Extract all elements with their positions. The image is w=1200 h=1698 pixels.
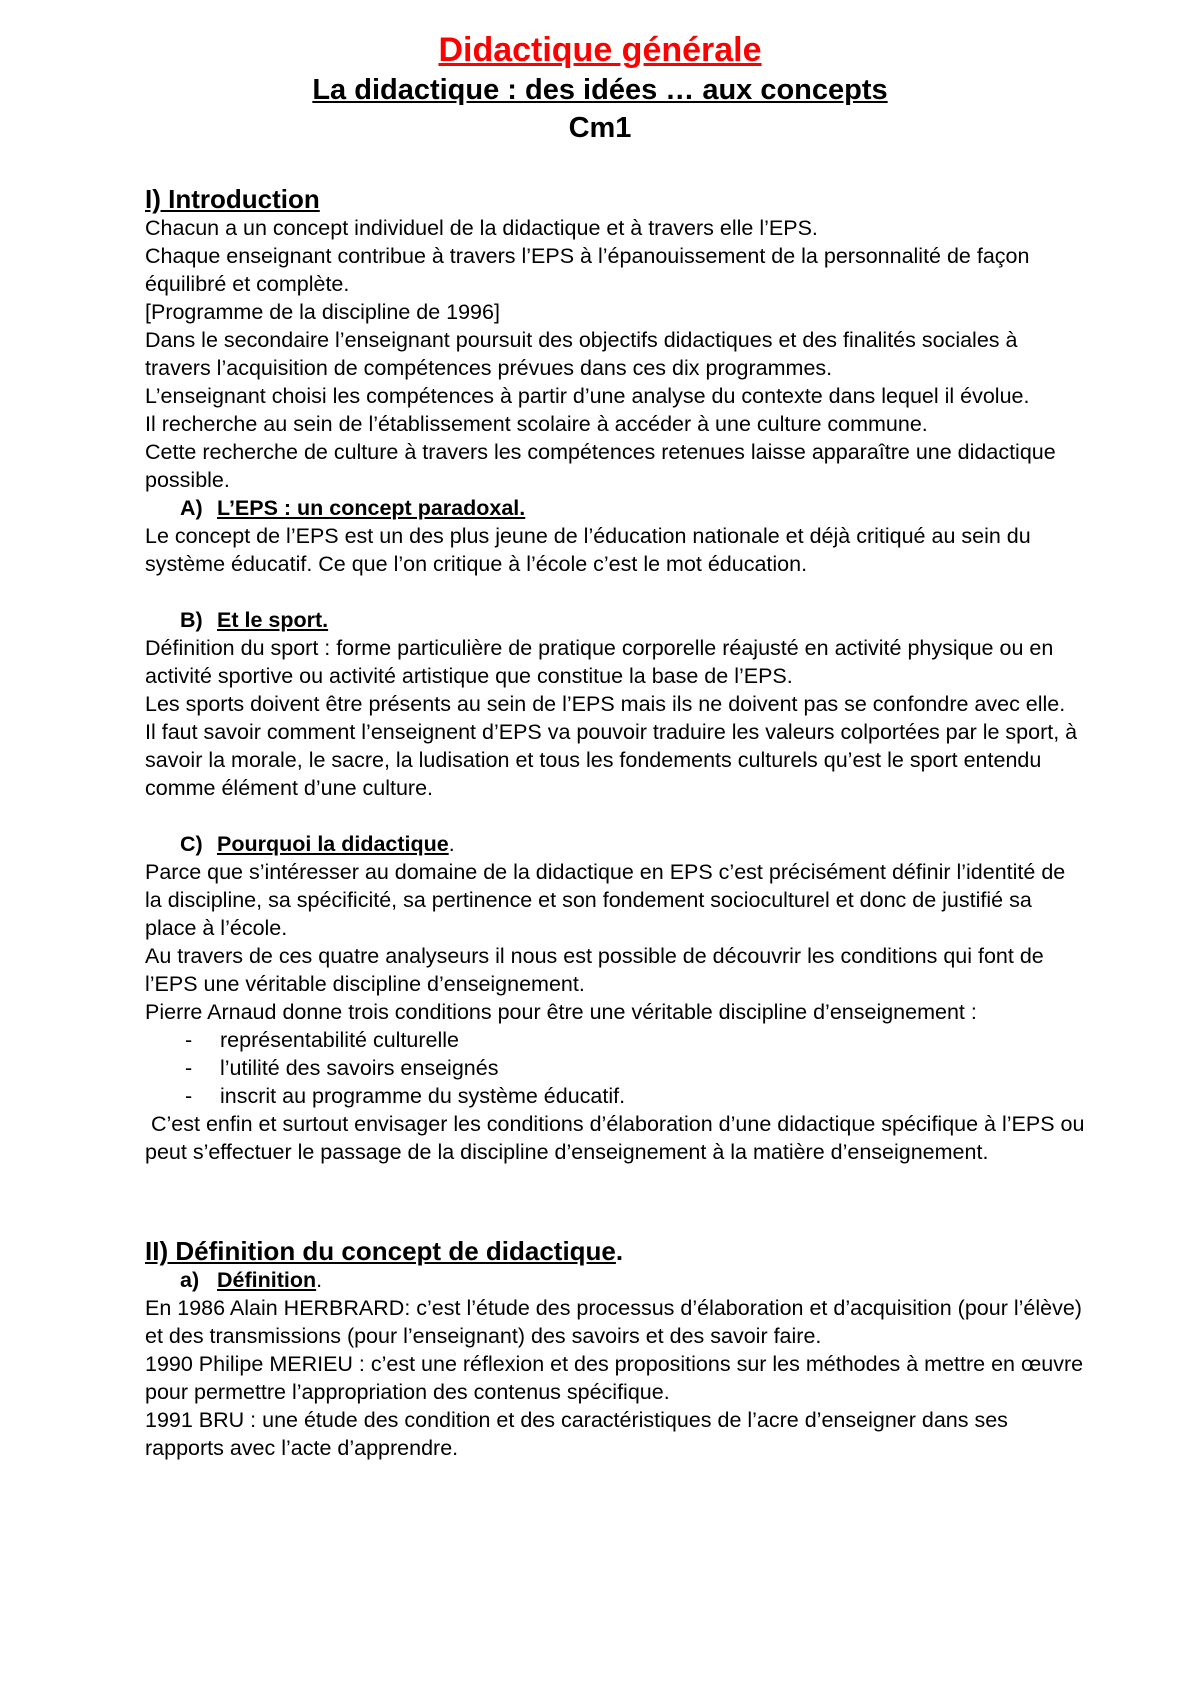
paragraph: Cette recherche de culture à travers les compétences retenues laisse apparaître une didactique possible. [145, 440, 1056, 492]
document-subtitle: La didactique : des idées … aux concepts [312, 74, 888, 106]
list-item: - inscrit au programme du système éducatif. [185, 1084, 626, 1108]
paragraph: Le concept de l’EPS est un des plus jeune de l’éducation nationale et déjà critiqué au sein du système éducatif. Ce que l’on critique à l’école c’est le mot éducation. [145, 524, 1031, 576]
paragraph: Chacun a un concept individuel de la didactique et à travers elle l’EPS. [145, 216, 818, 240]
paragraph: Définition du sport : forme particulière de pratique corporelle réajusté en activité physique ou en activité sportive ou activité artistique que constitue la base de l’EPS. [145, 636, 1054, 688]
paragraph: Il faut savoir comment l’enseignent d’EPS va pouvoir traduire les valeurs colportées par le sport, à savoir la morale, le sacre, la ludisation et tous les fondements culturels qu’est le sport entendu comme élément d’une culture. [145, 720, 1078, 800]
paragraph: Chaque enseignant contribue à travers l’EPS à l’épanouissement de la personnalité de façon équilibré et complète. [145, 244, 1030, 296]
paragraph: Parce que s’intéresser au domaine de la didactique en EPS c’est précisément définir l’identité de la discipline, sa spécificité, sa pertinence et son fondement socioculturel et donc de justifié sa place à l’école. [145, 860, 1066, 940]
subsection-heading-b: B) Et le sport. [180, 608, 329, 632]
subsection-heading-a: A) L’EPS : un concept paradoxal. [180, 496, 526, 520]
document-body [145, 184, 1091, 1462]
paragraph: 1991 BRU : une étude des condition et des caractéristiques de l’acre d’enseigner dans ses rapports avec l’acte d’apprendre. [145, 1408, 1008, 1460]
paragraph: 1990 Philipe MERIEU : c’est une réflexion et des propositions sur les méthodes à mettre en œuvre pour permettre l’appropriation des contenus spécifique. [145, 1352, 1084, 1404]
section-heading-definition: II) Définition du concept de didactique. [145, 1236, 624, 1266]
paragraph: L’enseignant choisi les compétences à partir d’une analyse du contexte dans lequel il évolue. [145, 384, 1030, 408]
list-item: - l’utilité des savoirs enseignés [185, 1056, 499, 1080]
subsection-heading-definition: a) Définition. [180, 1268, 323, 1292]
subsection-heading-c: C) Pourquoi la didactique. [180, 832, 455, 856]
paragraph: [Programme de la discipline de 1996] [145, 300, 500, 324]
paragraph: Il recherche au sein de l’établissement scolaire à accéder à une culture commune. [145, 412, 928, 436]
paragraph: Au travers de ces quatre analyseurs il nous est possible de découvrir les conditions qui font de l’EPS une véritable discipline d’enseignement. [145, 944, 1044, 996]
paragraph: En 1986 Alain HERBRARD: c’est l’étude des processus d’élaboration et d’acquisition (pour l’élève) et des transmissions (pour l’enseignant) des savoirs et des savoir faire. [145, 1296, 1082, 1348]
paragraph: Les sports doivent être présents au sein de l’EPS mais ils ne doivent pas se confondre avec elle. [145, 692, 1066, 716]
paragraph: Pierre Arnaud donne trois conditions pour être une véritable discipline d’enseignement : [145, 1000, 977, 1024]
paragraph: C’est enfin et surtout envisager les conditions d’élaboration d’une didactique spécifique à l’EPS ou peut s’effectuer le passage de la discipline d’enseignement à la matière d’enseignement. [145, 1112, 1091, 1164]
course-code: Cm1 [568, 112, 632, 144]
section-heading-introduction: I) Introduction [145, 184, 320, 214]
document-title: Didactique générale [438, 31, 762, 69]
list-item: - représentabilité culturelle [185, 1028, 460, 1052]
paragraph: Dans le secondaire l’enseignant poursuit des objectifs didactiques et des finalités sociales à travers l’acquisition de compétences prévues dans ces dix programmes. [145, 328, 1018, 380]
